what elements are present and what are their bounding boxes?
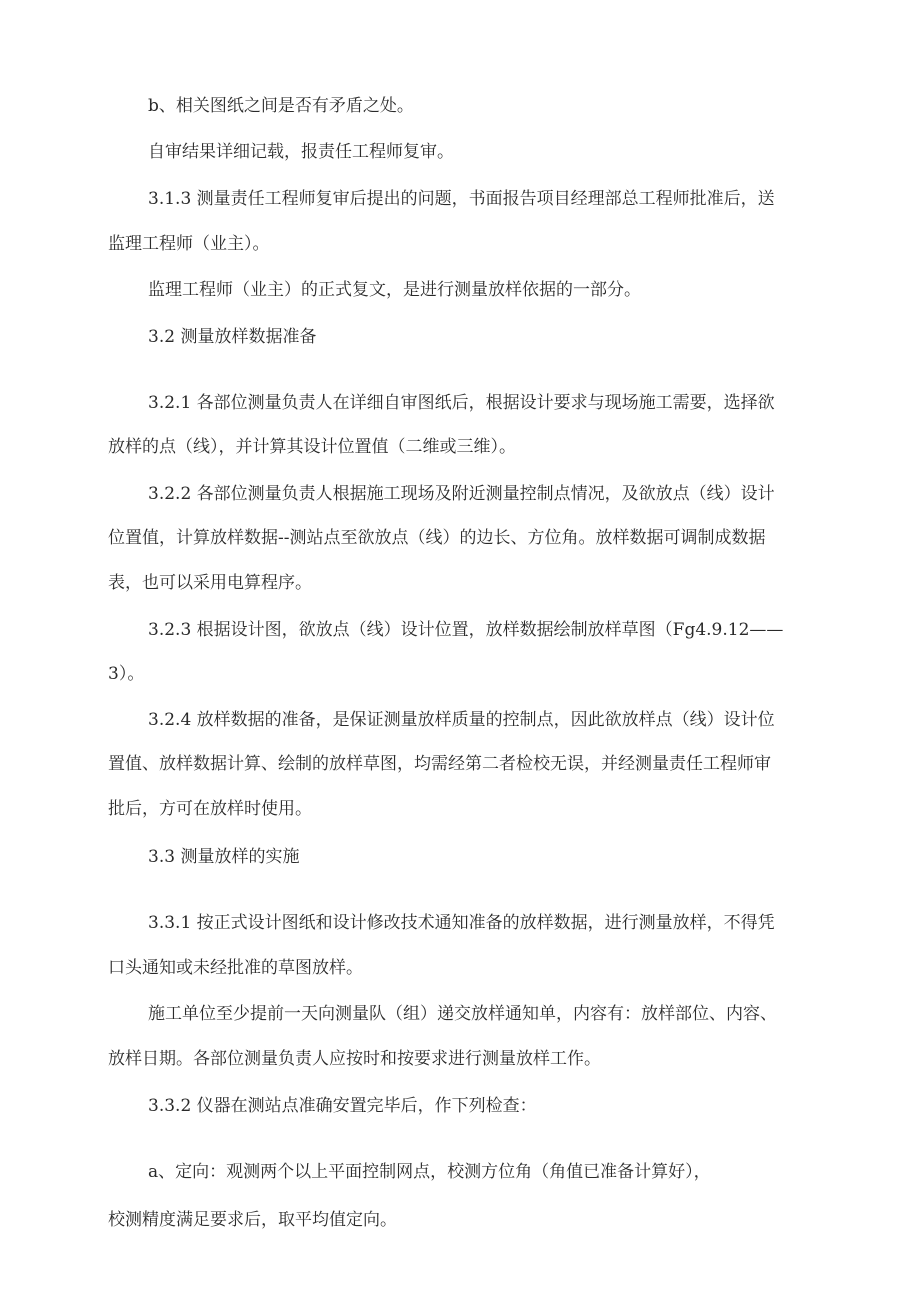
paragraph-line: 3.3.1 按正式设计图纸和设计修改技术通知准备的放样数据，进行测量放样，不得凭: [148, 913, 775, 933]
paragraph-line: 施工单位至少提前一天向测量队（组）递交放样通知单，内容有：放样部位、内容、: [148, 1004, 777, 1024]
paragraph-line: 3.2.4 放样数据的准备，是保证测量放样质量的控制点，因此欲放样点（线）设计位: [148, 710, 775, 730]
paragraph-line: 口头通知或未经批准的草图放样。: [108, 958, 363, 978]
paragraph-line: b、相关图纸之间是否有矛盾之处。: [148, 96, 414, 116]
paragraph-line: 位置值，计算放样数据--测站点至欲放点（线）的边长、方位角。放样数据可调制成数据: [108, 528, 766, 548]
paragraph-line: 自审结果详细记载，报责任工程师复审。: [148, 142, 454, 162]
paragraph-line: 3.1.3 测量责任工程师复审后提出的问题，书面报告项目经理部总工程师批准后，送: [148, 189, 775, 209]
paragraph-line: 置值、放样数据计算、绘制的放样草图，均需经第二者检校无误，并经测量责任工程师审: [108, 754, 771, 774]
paragraph-line: 放样日期。各部位测量负责人应按时和按要求进行测量放样工作。: [108, 1049, 601, 1069]
paragraph-line: 校测精度满足要求后，取平均值定向。: [108, 1210, 397, 1230]
paragraph-line: 3.2.3 根据设计图，欲放点（线）设计位置，放样数据绘制放样草图（Fg4.9.12——: [148, 620, 784, 640]
section-heading: 3.2 测量放样数据准备: [148, 327, 317, 347]
paragraph-line: 监理工程师（业主）的正式复文，是进行测量放样依据的一部分。: [148, 280, 641, 300]
paragraph-line: 监理工程师（业主）。: [108, 234, 270, 254]
paragraph-line: 放样的点（线），并计算其设计位置值（二维或三维）。: [108, 437, 516, 457]
paragraph-line: 3.2.2 各部位测量负责人根据施工现场及附近测量控制点情况，及欲放点（线）设计: [148, 484, 775, 504]
paragraph-line: 3.3.2 仪器在测站点准确安置完毕后，作下列检查：: [148, 1096, 537, 1116]
paragraph-line: 3.2.1 各部位测量负责人在详细自审图纸后，根据设计要求与现场施工需要，选择欲: [148, 393, 775, 413]
paragraph-line: 批后，方可在放样时使用。: [108, 799, 312, 819]
paragraph-line: a、定向：观测两个以上平面控制网点，校测方位角（角值已准备计算好），: [148, 1162, 711, 1182]
paragraph-line: 3）。: [108, 664, 145, 684]
paragraph-line: 表，也可以采用电算程序。: [108, 573, 312, 593]
section-heading: 3.3 测量放样的实施: [148, 847, 300, 867]
